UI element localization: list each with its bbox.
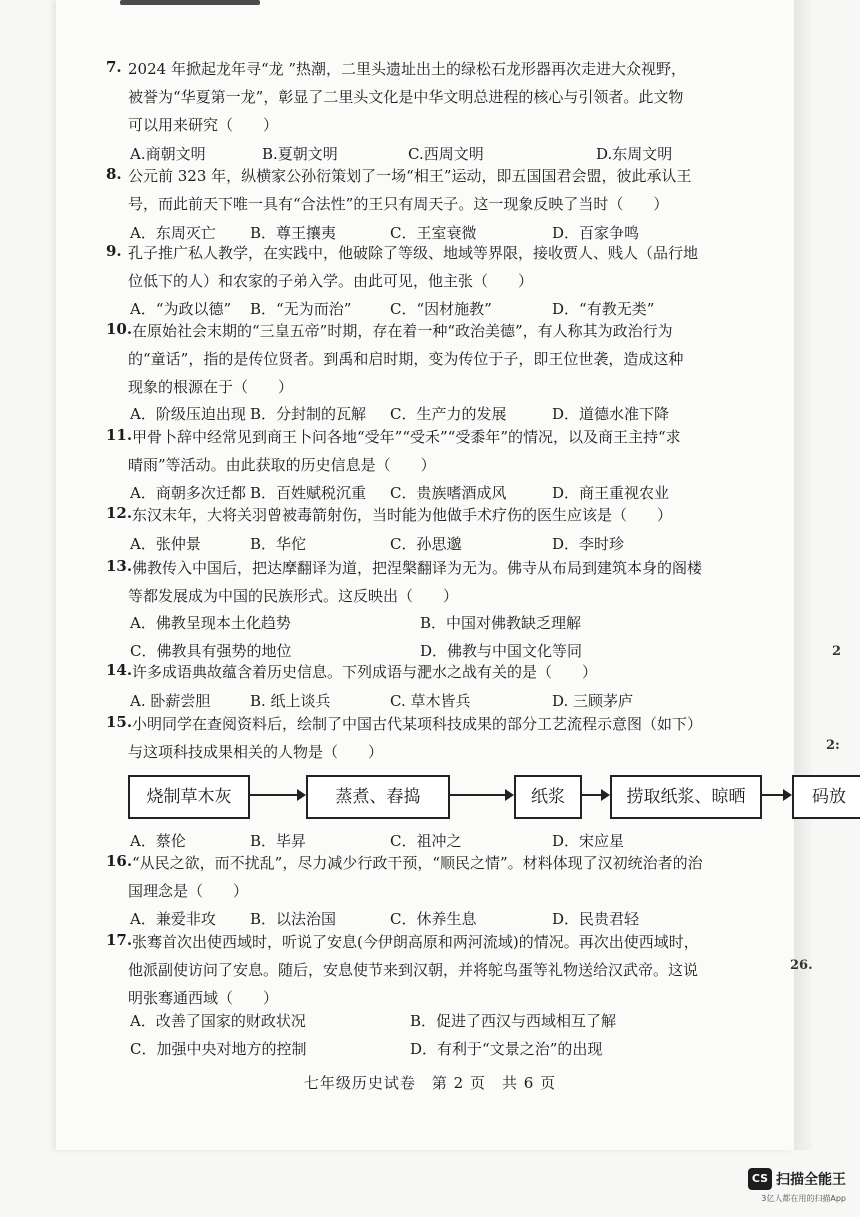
question-number: 11. xyxy=(106,426,133,444)
question-text-line: 被誉为“华夏第一龙”，彰显了二里头文化是中华文明总进程的核心与引领者。此文物 xyxy=(128,88,684,106)
question-number: 14. xyxy=(106,661,133,679)
answer-option: A．蔡伦 xyxy=(130,832,186,850)
answer-option: A．商朝多次迁都 xyxy=(130,484,246,502)
question-text-line: 明张骞通西域（ ） xyxy=(128,989,279,1007)
question-text-line: 2024 年掀起龙年寻“龙 ”热潮，二里头遗址出土的绿松石龙形器再次走进大众视野， xyxy=(128,60,687,78)
side-number: 2: xyxy=(826,738,840,753)
answer-option: B．分封制的瓦解 xyxy=(250,405,367,423)
question-text-line: 他派副使访问了安息。随后，安息使节来到汉朝，并将鸵鸟蛋等礼物送给汉武帝。这说 xyxy=(128,961,699,979)
question-number: 7. xyxy=(106,58,122,76)
question-text-line: 甲骨卜辞中经常见到商王卜问各地“受年”“受禾”“受黍年”的情况，以及商王主持“求 xyxy=(132,428,681,446)
answer-option: C．王室衰微 xyxy=(390,224,477,242)
page-footer: 七年级历史试卷 第 2 页 共 6 页 xyxy=(303,1074,557,1092)
question-text-line: 公元前 323 年，纵横家公孙衍策划了一场“相王”运动，即五国国君会盟，彼此承认王 xyxy=(128,167,692,185)
question-text-line: 小明同学在查阅资料后，绘制了中国古代某项科技成果的部分工艺流程示意图（如下） xyxy=(132,715,703,733)
answer-option: B.夏朝文明 xyxy=(262,145,338,163)
question-text-line: 在原始社会末期的“三皇五帝”时期，存在着一种“政治美德”，有人称其为政治行为 xyxy=(132,322,673,340)
question-text-line: 与这项科技成果相关的人物是（ ） xyxy=(128,743,384,761)
answer-option: D．百家争鸣 xyxy=(552,224,640,242)
answer-option: B．以法治国 xyxy=(250,910,337,928)
answer-option: B．华佗 xyxy=(250,535,307,553)
answer-option: B．“无为而治” xyxy=(250,300,352,318)
camscanner-logo-icon: CS xyxy=(748,1168,772,1190)
question-text-line: 可以用来研究（ ） xyxy=(128,116,279,134)
question-text-line: 孔子推广私人教学，在实践中，他破除了等级、地域等界限，接收贾人、贱人（品行地 xyxy=(128,244,699,262)
answer-option: C．加强中央对地方的控制 xyxy=(130,1040,307,1058)
question-text-line: 国理念是（ ） xyxy=(128,882,249,900)
question-number: 15. xyxy=(106,713,133,731)
answer-option: A．“为政以德” xyxy=(130,300,232,318)
scanner-watermark xyxy=(748,1168,846,1204)
flow-step-4: 捞取纸浆、晾晒 xyxy=(610,775,762,819)
answer-option: A.商朝文明 xyxy=(130,145,206,163)
flow-arrow xyxy=(448,794,512,796)
answer-option: D．“有教无类” xyxy=(552,300,655,318)
question-text-line: 张骞首次出使西域时，听说了安息(今伊朗高原和两河流域)的情况。再次出使西域时， xyxy=(132,933,699,951)
answer-option: D．佛教与中国文化等同 xyxy=(420,642,583,660)
answer-option: C．佛教具有强势的地位 xyxy=(130,642,292,660)
answer-option: C. 草木皆兵 xyxy=(390,692,471,710)
answer-option: C．休养生息 xyxy=(390,910,477,928)
question-text-line: “从民之欲，而不扰乱”，尽力减少行政干预，“顺民之情”。材料体现了汉初统治者的治 xyxy=(132,854,703,872)
question-number: 10. xyxy=(106,320,133,338)
question-text-line: 东汉末年，大将关羽曾被毒箭射伤，当时能为他做手术疗伤的医生应该是（ ） xyxy=(132,506,673,524)
answer-option: C．祖冲之 xyxy=(390,832,462,850)
answer-option: C．孙思邈 xyxy=(390,535,462,553)
answer-option: B．百姓赋税沉重 xyxy=(250,484,367,502)
flow-arrow xyxy=(248,794,304,796)
answer-option: D．宋应星 xyxy=(552,832,625,850)
answer-option: A．张仲景 xyxy=(130,535,201,553)
answer-option: C.西周文明 xyxy=(408,145,484,163)
flow-step-5: 码放 xyxy=(792,775,860,819)
answer-option: A．兼爱非攻 xyxy=(130,910,216,928)
flow-step-2: 蒸煮、舂捣 xyxy=(306,775,450,819)
flow-step-1: 烧制草木灰 xyxy=(128,775,250,819)
answer-option: B．毕昇 xyxy=(250,832,307,850)
answer-option: B. 纸上谈兵 xyxy=(250,692,331,710)
question-text-line: 晴雨”等活动。由此获取的历史信息是（ ） xyxy=(128,456,436,474)
question-text-line: 现象的根源在于（ ） xyxy=(128,378,294,396)
flow-arrow xyxy=(580,794,608,796)
answer-option: C．“因材施教” xyxy=(390,300,492,318)
question-text-line: 许多成语典故蕴含着历史信息。下列成语与淝水之战有关的是（ ） xyxy=(132,663,598,681)
question-text-line: 号，而此前天下唯一具有“合法性”的王只有周天子。这一现象反映了当时（ ） xyxy=(128,195,669,213)
answer-option: B．尊王攘夷 xyxy=(250,224,337,242)
question-number: 8. xyxy=(106,165,122,183)
answer-option: D．道德水准下降 xyxy=(552,405,670,423)
scan-smudge xyxy=(120,0,260,5)
question-text-line: 佛教传入中国后，把达摩翻译为道，把涅槃翻译为无为。佛寺从布局到建筑本身的阁楼 xyxy=(132,559,703,577)
answer-option: C．生产力的发展 xyxy=(390,405,507,423)
answer-option: D．商王重视农业 xyxy=(552,484,670,502)
page-edge xyxy=(794,0,812,1150)
question-number: 12. xyxy=(106,504,133,522)
answer-option: A．东周灭亡 xyxy=(130,224,216,242)
answer-option: A．改善了国家的财政状况 xyxy=(130,1012,306,1030)
question-number: 16. xyxy=(106,852,133,870)
answer-option: D．有利于“文景之治”的出现 xyxy=(410,1040,603,1058)
side-number: 26. xyxy=(790,958,813,973)
answer-option: A．佛教呈现本土化趋势 xyxy=(130,614,291,632)
question-number: 17. xyxy=(106,931,133,949)
answer-option: D.东周文明 xyxy=(596,145,673,163)
flow-step-3: 纸浆 xyxy=(514,775,582,819)
answer-option: D．李时珍 xyxy=(552,535,625,553)
flow-arrow xyxy=(760,794,790,796)
watermark-name: 扫描全能王 xyxy=(776,1172,846,1188)
answer-option: D. 三顾茅庐 xyxy=(552,692,634,710)
answer-option: D．民贵君轻 xyxy=(552,910,640,928)
question-number: 13. xyxy=(106,557,133,575)
answer-option: B．中国对佛教缺乏理解 xyxy=(420,614,582,632)
question-text-line: 等都发展成为中国的民族形式。这反映出（ ） xyxy=(128,587,459,605)
side-number: 2 xyxy=(832,644,842,659)
watermark-subtitle: 3亿人都在用的扫描App xyxy=(761,1194,846,1203)
answer-option: B．促进了西汉与西域相互了解 xyxy=(410,1012,617,1030)
process-flowchart xyxy=(128,775,846,821)
question-text-line: 位低下的人）和农家的子弟入学。由此可见，他主张（ ） xyxy=(128,272,534,290)
question-text-line: 的“童话”，指的是传位贤者。到禹和启时期，变为传位于子，即王位世袭，造成这种 xyxy=(128,350,684,368)
question-number: 9. xyxy=(106,242,122,260)
answer-option: A．阶级压迫出现 xyxy=(130,405,246,423)
answer-option: C．贵族嗜酒成风 xyxy=(390,484,507,502)
answer-option: A. 卧薪尝胆 xyxy=(130,692,211,710)
